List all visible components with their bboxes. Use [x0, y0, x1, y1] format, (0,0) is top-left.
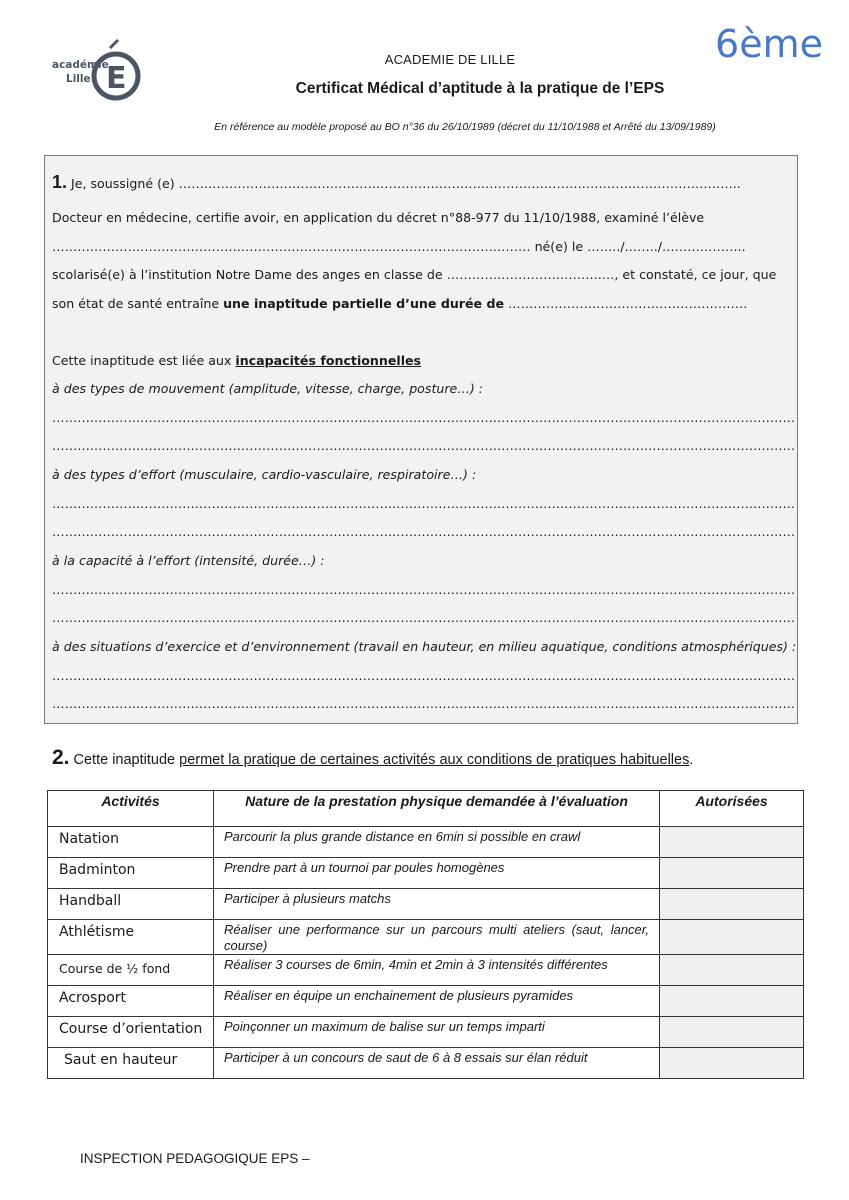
- activity-nature: Participer à un concours de saut de 6 à 8 essais sur élan réduit: [214, 1048, 660, 1079]
- section-2-heading: [52, 746, 693, 770]
- incapacities-text-pre: Cette inaptitude est liée aux: [52, 353, 236, 368]
- grade-label: 6ème: [715, 22, 823, 66]
- activity-name: Natation: [48, 827, 214, 858]
- activity-nature: Réaliser une performance sur un parcours multi ateliers (saut, lancer, course): [214, 920, 660, 955]
- table-row: [48, 889, 804, 920]
- activity-nature: Prendre part à un tournoi par poules homogènes: [214, 858, 660, 889]
- doctor-name-line[interactable]: [52, 172, 741, 193]
- movement-line-1[interactable]: ……………………………………………………………………………………………………………………………………………………………: [52, 410, 796, 425]
- authorized-cell[interactable]: [660, 889, 804, 920]
- section-2-text-post: .: [689, 752, 694, 768]
- table-row: [48, 827, 804, 858]
- table-row: [48, 920, 804, 955]
- section-2-number: 2.: [52, 746, 70, 769]
- incapacities-intro: [52, 353, 421, 368]
- activity-name: Course de ½ fond: [48, 955, 214, 986]
- table-row: [48, 858, 804, 889]
- footer-text: INSPECTION PEDAGOGIQUE EPS –: [80, 1151, 310, 1166]
- activity-nature: Poinçonner un maximum de balise sur un temps imparti: [214, 1017, 660, 1048]
- section-2-text-pre: Cette inaptitude: [73, 752, 180, 768]
- section-1-number: 1.: [52, 172, 68, 192]
- header-activities: Activités: [48, 791, 214, 827]
- situations-line-2[interactable]: ……………………………………………………………………………………………………………………………………………………………: [52, 696, 796, 711]
- svg-text:E: E: [106, 61, 127, 96]
- activity-name: Handball: [48, 889, 214, 920]
- activity-nature: Participer à plusieurs matchs: [214, 889, 660, 920]
- header-nature: Nature de la prestation physique demandée à l’évaluation: [214, 791, 660, 827]
- page-title: Certificat Médical d’aptitude à la pratique de l’EPS: [295, 80, 665, 97]
- activities-table: [47, 790, 804, 1079]
- situations-line-1[interactable]: ……………………………………………………………………………………………………………………………………………………………: [52, 668, 796, 683]
- category-effort: à des types d’effort (musculaire, cardio-vasculaire, respiratoire…) :: [52, 467, 477, 482]
- category-movement: à des types de mouvement (amplitude, vitesse, charge, posture…) :: [52, 381, 484, 396]
- table-row: [48, 1017, 804, 1048]
- activity-name: Badminton: [48, 858, 214, 889]
- activity-name: Course d’orientation: [48, 1017, 214, 1048]
- authorized-cell[interactable]: [660, 827, 804, 858]
- duration-text-pre: son état de santé entraîne: [52, 296, 224, 311]
- movement-line-2[interactable]: ……………………………………………………………………………………………………………………………………………………………: [52, 438, 796, 453]
- logo-text-bottom: Lille: [66, 73, 91, 85]
- incapacities-text-bold: incapacités fonctionnelles: [235, 353, 422, 368]
- authorized-cell[interactable]: [660, 858, 804, 889]
- school-class-line[interactable]: scolarisé(e) à l’institution Notre Dame des anges en classe de ……………………………….…, et constaté, ce jour, que: [52, 267, 777, 282]
- activity-nature: Réaliser en équipe un enchainement de plusieurs pyramides: [214, 986, 660, 1017]
- doctor-statement: Docteur en médecine, certifie avoir, en application du décret n°88-977 du 11/10/1988, examiné l’élève: [52, 210, 705, 225]
- authorized-cell[interactable]: [660, 986, 804, 1017]
- duration-dots: …………………………………………………: [504, 296, 748, 311]
- logo-text-top: académie: [52, 59, 109, 71]
- duration-text-bold: une inaptitude partielle d’une durée de: [223, 296, 505, 311]
- capacity-line-2[interactable]: ……………………………………………………………………………………………………………………………………………………………: [52, 610, 796, 625]
- inaptitude-duration-line[interactable]: [52, 296, 747, 311]
- authorized-cell[interactable]: [660, 955, 804, 986]
- header-authorized: Autorisées: [660, 791, 804, 827]
- table-row: [48, 955, 804, 986]
- activity-name: Athlétisme: [48, 920, 214, 955]
- table-row: [48, 1048, 804, 1079]
- category-capacity: à la capacité à l’effort (intensité, durée…) :: [52, 553, 325, 568]
- authorized-cell[interactable]: [660, 1017, 804, 1048]
- activity-name: Saut en hauteur: [48, 1048, 214, 1079]
- academy-name: ACADEMIE DE LILLE: [384, 52, 516, 67]
- effort-line-1[interactable]: ……………………………………………………………………………………………………………………………………………………………: [52, 496, 796, 511]
- table-row: [48, 986, 804, 1017]
- category-situations: à des situations d’exercice et d’environnement (travail en hauteur, en milieu aquatique, conditions atmosphériques) :: [52, 639, 797, 654]
- capacity-line-1[interactable]: ……………………………………………………………………………………………………………………………………………………………: [52, 582, 796, 597]
- reference-note: En référence au modèle proposé au BO n°36 du 26/10/1989 (décret du 11/10/1988 et Arrêté du 13/09/1989): [214, 121, 716, 133]
- activity-nature: Réaliser 3 courses de 6min, 4min et 2min à 3 intensités différentes: [214, 955, 660, 986]
- authorized-cell[interactable]: [660, 920, 804, 955]
- authorized-cell[interactable]: [660, 1048, 804, 1079]
- effort-line-2[interactable]: ……………………………………………………………………………………………………………………………………………………………: [52, 524, 796, 539]
- student-name-birthdate-line[interactable]: …………………………………………………………………………………………………… né(e) le ……../……../………………..: [52, 239, 746, 254]
- activity-name: Acrosport: [48, 986, 214, 1017]
- doctor-name-text: Je, soussigné (e) ……………………………………………………………………………………………………………………..: [71, 176, 741, 191]
- section-2-text-underlined: permet la pratique de certaines activités aux conditions de pratiques habituelles: [179, 752, 690, 768]
- activity-nature: Parcourir la plus grande distance en 6min si possible en crawl: [214, 827, 660, 858]
- table-header-row: [48, 791, 804, 827]
